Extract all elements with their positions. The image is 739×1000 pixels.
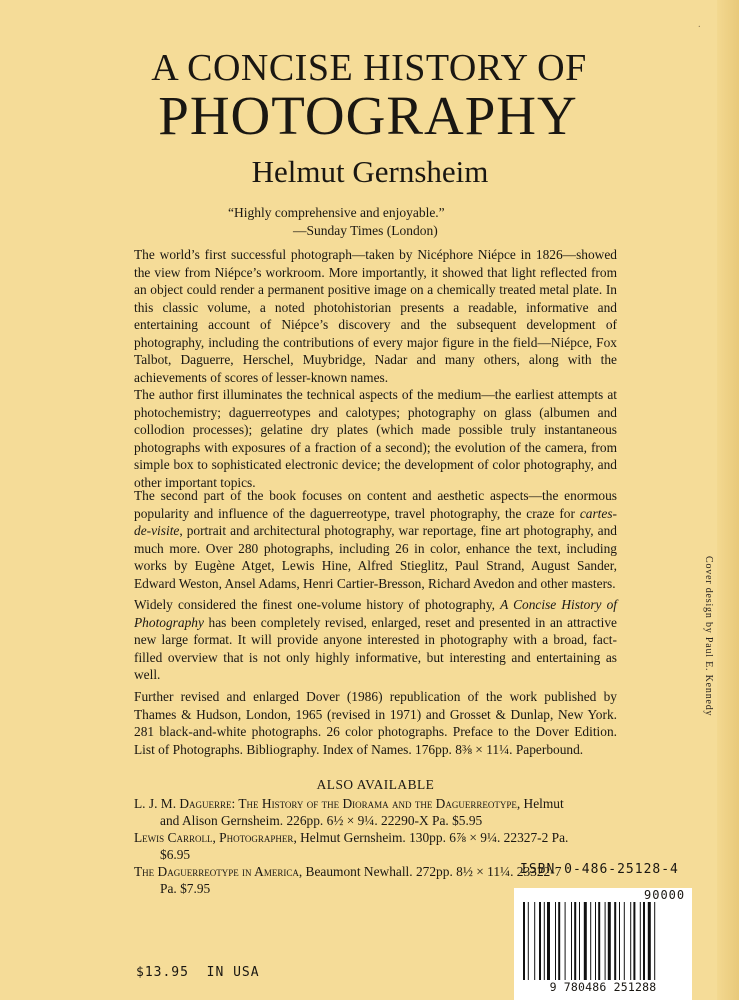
review-quote — [228, 204, 548, 240]
publication-details: Further revised and enlarged Dover (1986) republication of the work published by Thames & Hudson, London, 1965 (revised in 1971) and Grosset & Dunlap, New York. 281 black-and-white photographs. 26 color photographs. Preface to the Dover Edition. List of Photographs. Bibliography. Index of Names. 176pp. 8⅜ × 11¼. Paperbound. — [134, 689, 617, 757]
description-paragraph-3 — [134, 487, 617, 592]
description-paragraph-2: The author first illuminates the technical aspects of the medium—the earliest attempts at photochemistry; daguerreotypes and calotypes; photography on glass (albumen and collodion processes); gelatine dry plates (which made possible truly instantaneous photographs with exposures of a fraction of a second); the evolution of the camera, from simple box to sophisticated electronic device; the development of color photography, and other important topics. — [134, 387, 617, 490]
retail-price: $13.95 IN USA — [136, 965, 260, 980]
quote-text: “Highly comprehensive and enjoyable.” — [228, 205, 445, 220]
entry-title: L. J. M. Daguerre: The History of the Diorama and the Daguerreotype — [134, 796, 517, 811]
paragraph-4-italic-title: A Concise History of Photography — [134, 597, 617, 630]
also-available-entry — [134, 795, 617, 829]
entry-details: , Helmut and Alison Gernsheim. 226pp. 6½ × 9¼. 22290-X Pa. $5.95 — [160, 796, 564, 828]
paragraph-4-text-start: Widely considered the finest one-volume history of photography, — [134, 597, 501, 612]
entry-details: , Helmut Gernsheim. 130pp. 6⅞ × 9¼. 22327-2 Pa. $6.95 — [160, 830, 569, 862]
book-title-line-2: PHOTOGRAPHY — [158, 85, 578, 146]
entry-title: The Daguerreotype in America — [134, 864, 299, 879]
paragraph-3-text-start: The second part of the book focuses on content and aesthetic aspects—the enormous popularity and influence of the daguerreotype, travel photography, the craze for — [134, 488, 617, 521]
paragraph-3-text-end: , portrait and architectural photography, war reportage, fine art photography, and much more. Over 280 photographs, including 26 in color, enhance the text, including works by Eugène Atget, Lewis Hine, Alfred Stieglitz, Paul Strand, August Sander, Edward Weston, Ansel Adams, Henri Cartier-Bresson, Richard Avedon and other masters. — [134, 523, 617, 591]
cover-edge — [717, 0, 739, 1000]
also-available-entry — [134, 829, 617, 863]
barcode-bars — [522, 902, 682, 980]
book-title-line-1: A CONCISE HISTORY OF — [151, 47, 587, 89]
corner-mark: · — [697, 22, 701, 33]
also-available-heading: ALSO AVAILABLE — [316, 777, 435, 792]
book-author: Helmut Gernsheim — [251, 154, 489, 189]
barcode-digits: 9 780486 251288 — [549, 980, 657, 994]
barcode-price-code: 90000 — [644, 888, 686, 902]
quote-attribution: —Sunday Times (London) — [293, 223, 438, 238]
cover-design-credit: Cover design by Paul E. Kennedy — [703, 556, 714, 717]
description-paragraph-1: The world’s first successful photograph—taken by Nicéphore Niépce in 1826—showed the view from Niépce’s workroom. More importantly, it showed that light reflected from an object could render a permanent positive image on a chemically treated metal plate. In this classic volume, a noted photohistorian presents a readable, informative and entertaining account of Niépce’s discovery and the subsequent development of photography, including the contributions of every major figure in the field—Niépce, Fox Talbot, Daguerre, Herschel, Muybridge, Nadar and many others, along with the achievements of scores of lesser-known names. — [134, 247, 617, 385]
description-paragraph-4 — [134, 596, 617, 684]
barcode-label — [514, 888, 692, 1000]
paragraph-3-italic: cartes-de-visite — [134, 505, 617, 538]
also-available-section — [134, 776, 617, 897]
entry-title: Lewis Carroll, Photographer — [134, 830, 294, 845]
entry-details: , Beaumont Newhall. 272pp. 8½ × 11¼. 23322-7 Pa. $7.95 — [160, 864, 562, 896]
isbn-number: ISBN 0-486-25128-4 — [520, 862, 679, 877]
paragraph-4-text-end: has been completely revised, enlarged, reset and presented in an attractive new large format. It will provide anyone interested in photography with a broad, fact-filled overview that is not only highly informative, but interesting and entertaining as well. — [134, 614, 617, 682]
